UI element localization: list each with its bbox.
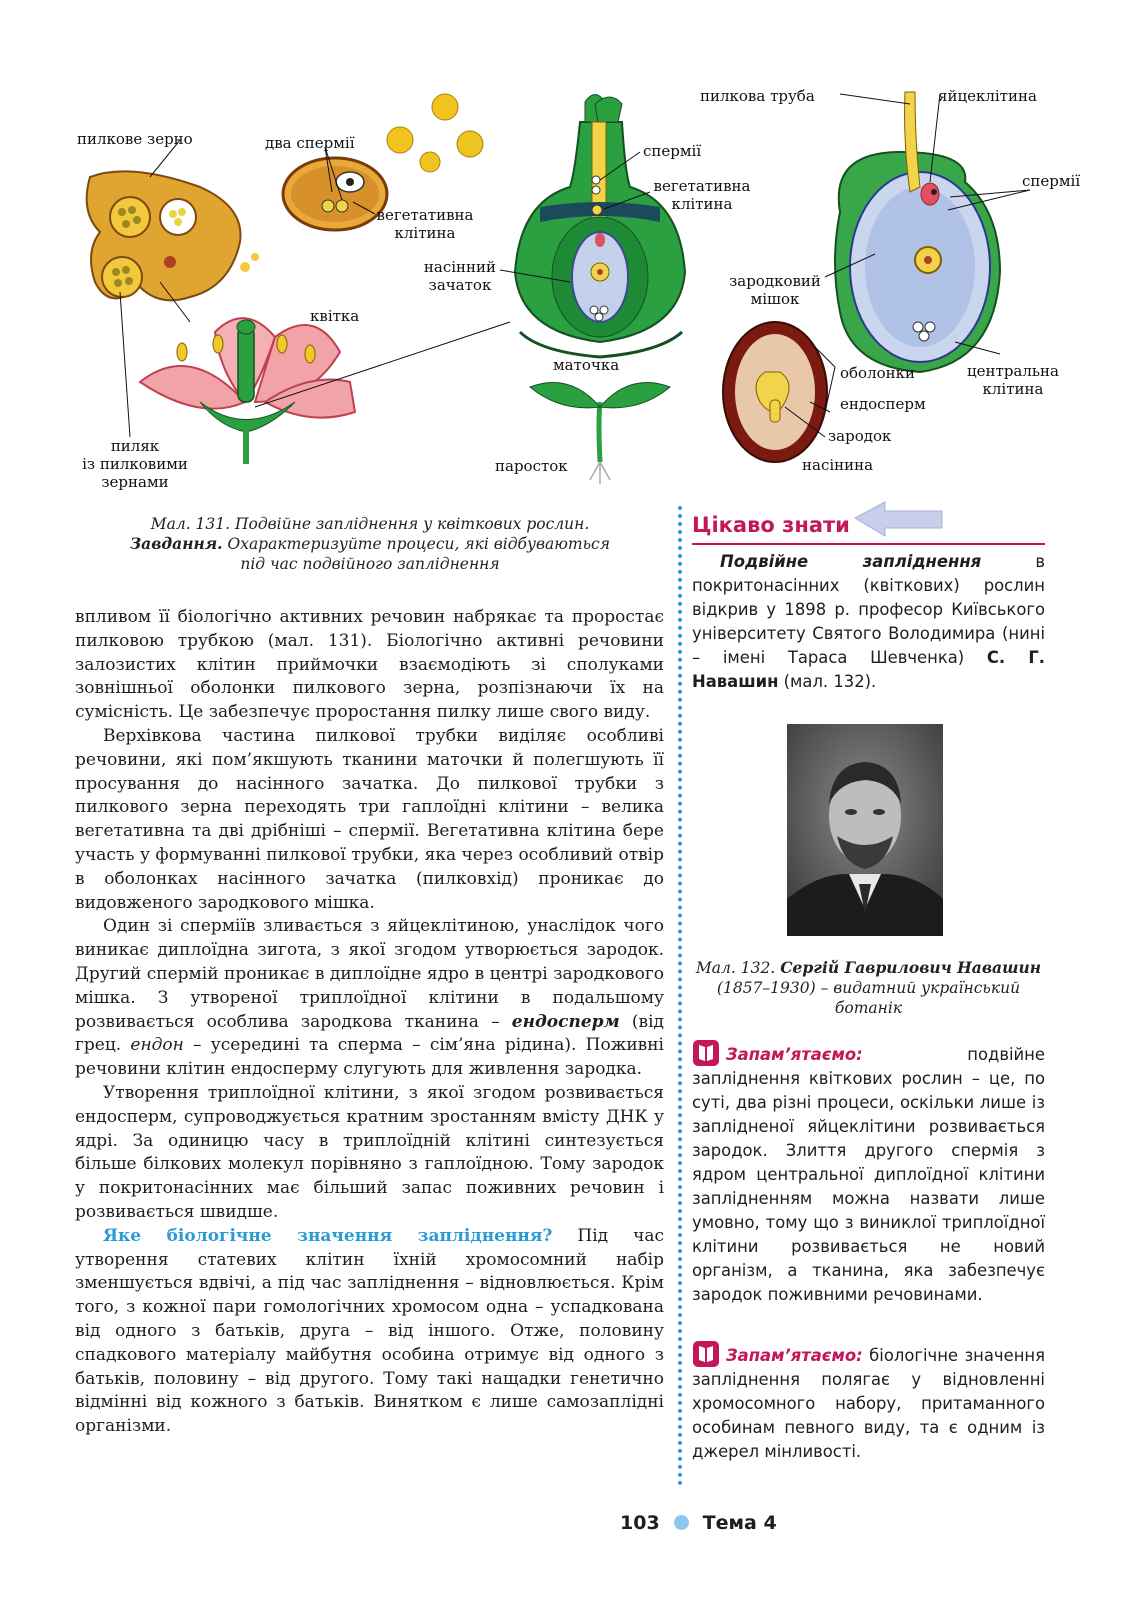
sidebar-heading: Цікаво знати <box>692 513 850 537</box>
label-anther: пиляк із пилковими зернами <box>82 437 188 491</box>
page-footer <box>620 1512 777 1534</box>
label-ovule: насінний зачаток <box>423 258 497 294</box>
seed <box>723 322 827 462</box>
main-text-column <box>75 606 664 1439</box>
figure-131-illustration <box>70 82 1081 491</box>
label-vegetative-cell-1: вегетативна клітина <box>376 206 474 242</box>
question-heading: Яке біологічне значення запліднення? <box>103 1225 553 1246</box>
page-number: 103 <box>620 1512 660 1534</box>
paragraph-3: Один зі сперміїв зливається з яйцеклітиною, унаслідок чого виникає диплоїдна зигота, з якої згодом утворюється зародок. Другий спермій проникає в диплоїдне ядро в центрі зародкового мішка. З утвореної триплоїдної клітини в подальшому розвивається особлива зародкова тканина – ендосперм (від грец. ендон – усередині та сперма – сім’яна рідина). Поживні речовини клітин ендосперму слугують для живлення зародка. <box>75 916 664 1080</box>
paragraph-2: Верхівкова частина пилкової трубки виділяє особливі речовини, які пом’якшують тканини маточки й полегшують її просування до насінного зачатка. До пилкової трубки з пилкового зерна переходять три гаплоїдні клітини – велика вегетативна та дві дрібніші – спермії. Вегетативна клітина бере участь у формуванні пилкової трубки, яка через особливий отвір в оболонках насінного зачатка (пилковхід) проникає до видовженого зародкового мішка. <box>75 725 664 913</box>
memo-box-2: Запам’ятаємо: біологічне значення запліднення полягає у відновленні хромосомного набору, притаманного особинам певного виду, та є одним із джерел мінливості. <box>692 1340 1045 1464</box>
pistil-section <box>515 95 685 358</box>
label-endosperm: ендосперм <box>840 395 926 413</box>
paragraph-4: Утворення триплоїдної клітини, з якої згодом розвивається ендосперм, супроводжується кратним зростанням вмісту ДНК у ядрі. За одиницю часу в триплоїдній клітині синтезується більше білкових молекул порівняно з гаплоїдною. Тому зародок у покритонасінних має більший запас поживних речовин і розвивається швидше. <box>75 1082 664 1222</box>
label-two-sperms: два спермії <box>265 134 355 152</box>
memo-box-1: Запам’ятаємо: подвійне запліднення квіткових рослин – це, по суті, два різні процеси, оскільки лише із заплідненої яйцеклітини розвивається зародок. Злиття другого спермія з ядром центральної диплоїдної клітини заплідненням можна назвати лише умовно, тому що з виниклої триплоїдної клітини розвивається не новий організм, а тканина, яка забезпечує зародок поживними речовинами. <box>692 1039 1045 1307</box>
exclamation-book-icon <box>692 1340 720 1368</box>
label-central-cell: центральна клітина <box>967 362 1059 398</box>
label-pollen-grain: пилкове зерно <box>77 130 193 148</box>
footer-dot-icon <box>674 1515 689 1530</box>
label-sperms-1: спермії <box>643 142 702 160</box>
label-seed-coats: оболонки <box>840 364 916 382</box>
double-fertilization-diagram <box>70 82 1060 490</box>
label-sprout: паросток <box>495 457 568 475</box>
paragraph-5: Яке біологічне значення запліднення? Під час утворення статевих клітин їхній хромосомний набір зменшується вдвічі, а під час запліднення – відновлюється. Крім того, з кожної пари гомологічних хромосом одна – успадкована від одного з батьків, друга – від іншого. Отже, половину спадкового матеріалу майбутня особина отримує від одного з батьків, половину – від другого. Тому такі нащадки генетично відмінні від кожного з батьків. Винятком є лише самозаплідні організми. <box>75 1225 664 1437</box>
label-pistil: маточка <box>553 356 620 374</box>
sidebar-rule <box>692 543 1045 545</box>
figure-131-caption: Мал. 131. Подвійне запліднення у квіткових рослин. Завдання. Охарактеризуйте процеси, які відбуваються під час подвійного запліднення <box>130 515 610 573</box>
exclamation-book-icon <box>692 1039 720 1067</box>
label-pollen-tube: пилкова труба <box>700 87 815 105</box>
label-flower: квітка <box>310 307 360 325</box>
ovule-embryo-sac <box>835 92 1000 372</box>
term-double-fertilization: Подвійне запліднення <box>720 552 982 571</box>
term-endosperm: ендосперм <box>511 1011 620 1032</box>
topic-label: Тема 4 <box>702 1512 777 1534</box>
arrow-icon <box>850 500 945 540</box>
column-divider <box>678 506 682 1486</box>
figure-132-caption: Мал. 132. Сергій Гаврилович Навашин (1857–1930) – видатний український ботанік <box>695 958 1042 1017</box>
label-egg-cell: яйцеклітина <box>938 87 1037 105</box>
label-embryo-sac: зародковий мішок <box>729 272 821 308</box>
label-vegetative-cell-2: вегетативна клітина <box>653 177 751 213</box>
scientist-name: С. Г. Навашин <box>692 648 1046 691</box>
label-sperms-2: спермії <box>1022 172 1081 190</box>
paragraph-1: впливом її біологічно активних речовин набрякає та проростає пилковою трубкою (мал. 131). Біологічно активні речовини залозистих клітин приймочки взаємодіють зі сполуками зовнішньої оболонки пилкового зерна, розпізнаючи їх на сумісність. Це забезпечує проростання пилку лише свого виду. <box>75 607 664 723</box>
label-seed: насінина <box>802 456 874 474</box>
portrait-photo <box>787 724 943 936</box>
label-embryo: зародок <box>828 427 892 445</box>
anther-cross-section <box>87 171 259 300</box>
sidebar-fact-text: Подвійне запліднення в покритонасінних (квіткових) рослин відкрив у 1898 р. професор Київського університету Святого Володимира (нині – імені Тараса Шевченка) С. Г. Навашин (мал. 132). <box>692 552 1046 691</box>
